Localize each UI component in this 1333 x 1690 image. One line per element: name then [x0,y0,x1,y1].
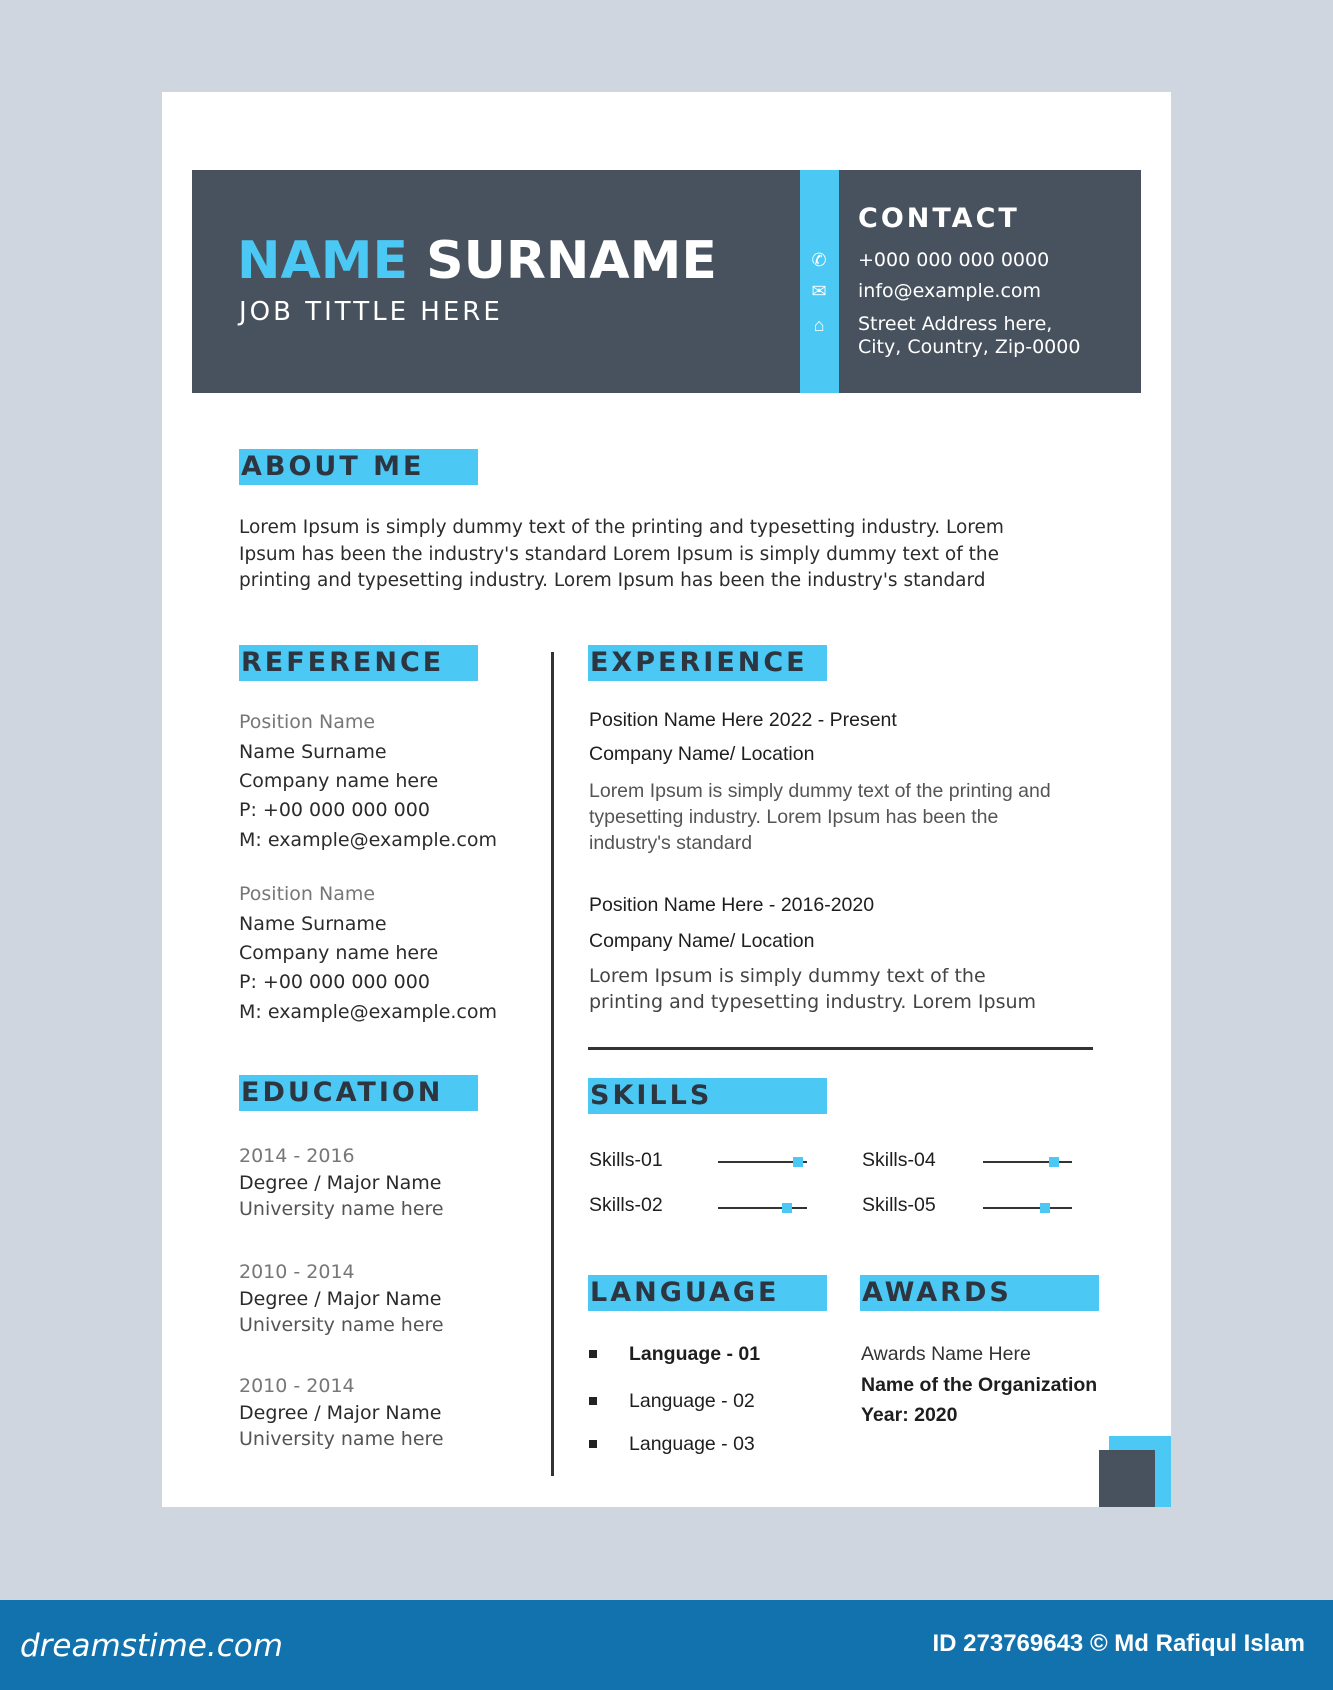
about-line: Lorem Ipsum is simply dummy text of the printing and typesetting industry. Lorem [239,517,1004,538]
language-item: Language - 02 [629,1390,755,1412]
edu-university: University name here [239,1428,444,1450]
footer-brand[interactable]: dreamstime.com [20,1628,283,1664]
skills-heading [588,1078,827,1114]
experience-heading [588,645,827,681]
exp-desc-line: typesetting industry. Lorem Ipsum has been the [589,806,999,828]
full-name [237,231,717,291]
skill-level-marker [1040,1203,1050,1213]
contact-email: info@example.com [858,280,1042,302]
reference-item [239,882,497,1024]
skill-label: Skills-01 [589,1149,663,1171]
contact-phone: +000 000 000 0000 [858,249,1050,271]
language-heading [588,1275,827,1311]
section-divider [588,1047,1093,1050]
footer-bar [0,1600,1333,1690]
skill-level-marker [793,1157,803,1167]
skill-label: Skills-04 [862,1149,936,1171]
bullet-icon [589,1440,597,1448]
skill-bar [983,1207,1072,1209]
edu-university: University name here [239,1198,444,1220]
award-org: Name of the Organization [861,1374,1098,1396]
language-heading-text: LANGUAGE [590,1277,780,1308]
contact-address-1: Street Address here, [858,313,1053,335]
skill-label: Skills-05 [862,1194,936,1216]
exp-desc-line: printing and typesetting industry. Lorem Ipsum [589,991,1037,1013]
exp-position: Position Name Here - 2016-2020 [589,894,875,916]
about-heading [239,449,478,485]
ref-mail: M: example@example.com [239,829,498,851]
skill-label: Skills-02 [589,1194,663,1216]
edu-degree: Degree / Major Name [239,1288,442,1310]
ref-company: Company name here [239,770,439,792]
award-year: Year: 2020 [861,1404,958,1426]
about-heading-text: ABOUT ME [241,451,425,482]
contact-address-2: City, Country, Zip-0000 [858,336,1081,358]
about-line: printing and typesetting industry. Lorem Ipsum has been the industry's standard [239,570,986,591]
reference-heading-text: REFERENCE [241,647,445,678]
phone-icon: ✆ [811,250,827,270]
contact-title: CONTACT [858,203,1020,234]
ref-position: Position Name [239,883,376,905]
education-item [239,1374,444,1451]
ref-phone: P: +00 000 000 000 [239,799,430,821]
corner-dark-square [1099,1450,1155,1507]
exp-company: Company Name/ Location [589,930,815,952]
footer-credit: ID 273769643 © Md Rafiqul Islam [932,1630,1305,1657]
ref-mail: M: example@example.com [239,1001,498,1023]
experience-item [589,893,1036,1015]
skill-bar [718,1161,807,1163]
education-item [239,1260,444,1337]
edu-university: University name here [239,1314,444,1336]
ref-company: Company name here [239,942,439,964]
edu-years: 2010 - 2014 [239,1261,355,1283]
reference-item [239,710,497,852]
exp-company: Company Name/ Location [589,743,815,765]
edu-years: 2014 - 2016 [239,1145,355,1167]
award-name: Awards Name Here [861,1343,1031,1365]
skills-heading-text: SKILLS [590,1080,713,1111]
home-icon: ⌂ [813,315,825,335]
ref-name: Name Surname [239,913,387,935]
language-item: Language - 01 [629,1343,761,1365]
last-name: SURNAME [426,231,717,291]
skill-bar [718,1207,807,1209]
skill-bar [983,1161,1072,1163]
column-divider [551,652,554,1476]
education-heading [239,1075,478,1111]
language-item: Language - 03 [629,1433,755,1455]
exp-desc-line: industry's standard [589,832,753,854]
exp-position: Position Name Here 2022 - Present [589,709,897,731]
edu-degree: Degree / Major Name [239,1402,442,1424]
first-name: NAME [237,231,409,291]
skill-level-marker [782,1203,792,1213]
exp-desc-line: Lorem Ipsum is simply dummy text of the [589,965,986,987]
ref-position: Position Name [239,711,376,733]
ref-phone: P: +00 000 000 000 [239,971,430,993]
bullet-icon [589,1397,597,1405]
job-title: JOB TITTLE HERE [239,297,503,327]
skill-level-marker [1049,1157,1059,1167]
experience-item [589,708,1051,856]
exp-desc-line: Lorem Ipsum is simply dummy text of the printing and [589,780,1051,802]
reference-heading [239,645,478,681]
bullet-icon [589,1350,597,1358]
ref-name: Name Surname [239,741,387,763]
edu-degree: Degree / Major Name [239,1172,442,1194]
awards-heading-text: AWARDS [862,1277,1012,1308]
about-text [239,515,1004,595]
envelope-icon: ✉ [811,281,827,301]
edu-years: 2010 - 2014 [239,1375,355,1397]
education-item [239,1144,444,1221]
awards-heading [860,1275,1099,1311]
about-line: Ipsum has been the industry's standard Lorem Ipsum is simply dummy text of the [239,543,999,565]
experience-heading-text: EXPERIENCE [590,647,808,678]
education-heading-text: EDUCATION [241,1077,444,1108]
